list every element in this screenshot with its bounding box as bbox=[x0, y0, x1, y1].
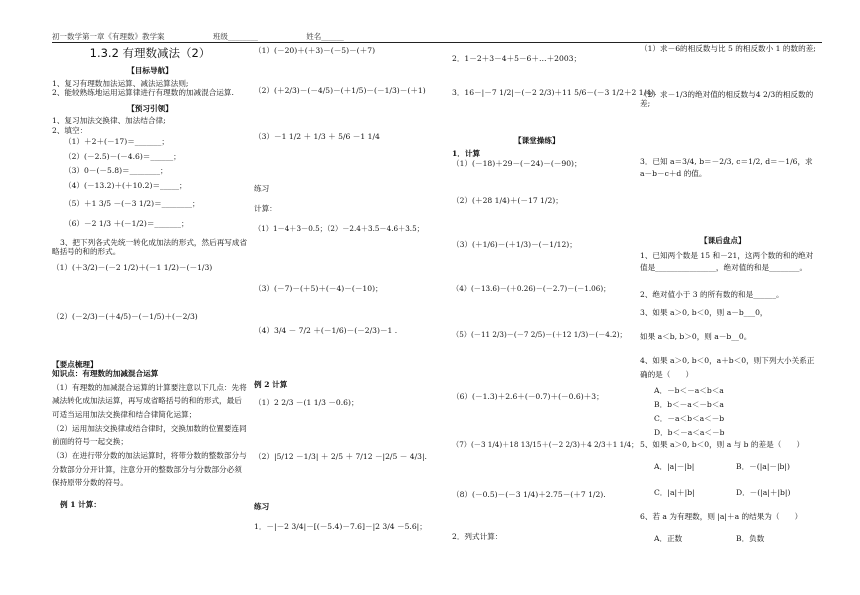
c2-practice: 练习 bbox=[254, 184, 270, 193]
preview-1: 1、复习加法交换律、加法结合律; bbox=[52, 116, 166, 126]
fill-1: （1）＋2＋(－17)＝_______； bbox=[64, 137, 169, 147]
c4-s4c: C．－a＜b＜a＜－b bbox=[654, 414, 725, 423]
example-1: 例 1 计算： bbox=[60, 499, 101, 509]
c2-p3: （3）(－7)－(＋5)＋(－4)－(－10)； bbox=[254, 284, 383, 293]
c3-q6: （6）(－1.3)＋2.6＋(－0.7)＋(－0.6)＋3； bbox=[452, 392, 604, 401]
fill-4: （4）(－13.2)＋(＋10.2)＝_____； bbox=[64, 180, 187, 190]
column-4 bbox=[640, 44, 820, 584]
c2-e2: （2）(＋2/3)－(－4/5)－(＋1/5)－(－1/3)－(＋1) bbox=[254, 86, 426, 95]
c4-s6: 6、若 a 为有理数，则 |a|＋a 的结果为（ ） bbox=[640, 512, 803, 521]
c4-s2: 2、绝对值小于 3 的所有数的和是______。 bbox=[640, 290, 784, 299]
c2-e1: （1）(－20)＋(＋3)－(－5)－(＋7) bbox=[254, 46, 376, 55]
c2-example2: 例 2 计算 bbox=[254, 380, 288, 389]
c3-a2: 2．1－2＋3－4＋5－6＋…＋2003； bbox=[452, 54, 582, 63]
fill-5: （5）＋1 3/5 －(－3 1/2)＝________； bbox=[64, 198, 200, 208]
c4-s5c: C．|a|＋|b| bbox=[654, 488, 695, 497]
key-heading: 【要点梳理】 bbox=[52, 359, 98, 369]
column-1 bbox=[52, 44, 248, 584]
name-field: 姓名______ bbox=[306, 32, 344, 41]
c3-q7: （7）(－3 1/4)＋18 13/15＋(－2 2/3)＋4 2/3＋1 1/4； bbox=[452, 440, 639, 449]
kp-2: （2）运用加法交换律或结合律时，交换加数的位置要连同前面的符号一起交换； bbox=[52, 423, 247, 447]
c3-q3: （3）(＋1/6)－(＋1/3)－(－1/12)； bbox=[452, 240, 577, 249]
goal-heading: 【目标导航】 bbox=[127, 66, 173, 76]
preview-3: 3、把下列各式先统一转化成加法的形式，然后再写成省略括号的和的形式。 bbox=[52, 237, 248, 257]
goal-1: 1、复习有理数加法运算、减法运算法则; bbox=[52, 78, 189, 88]
exercise-2: （2）(－2/3)－(＋4/5)－(－1/5)＋(－2/3) bbox=[52, 312, 198, 322]
c2-x1: （1）2 2/3 －(1 1/3 －0.6)； bbox=[254, 398, 359, 407]
c2-e3: （3）－1 1/2 ＋ 1/3 ＋ 5/6 －1 1/4 bbox=[254, 132, 380, 141]
lesson-title: 1.3.2 有理数减法（2） bbox=[89, 46, 211, 60]
c2-calc: 计算： bbox=[254, 204, 277, 213]
kp-title: 知识点：有理数的加减混合运算 bbox=[52, 369, 159, 379]
c4-r3: 3．已知 a＝3/4, b＝－2/3, c＝1/2, d＝－1/6，求 a－b－c＋d 的值。 bbox=[640, 157, 813, 179]
c3-q8: （8）(－0.5)－(－3 1/4)＋2.75－(＋7 1/2). bbox=[452, 490, 606, 499]
c4-s5: 5、如果 a＞0, b＜0，则 a 与 b 的差是（ ） bbox=[640, 440, 805, 449]
preview-2: 2、填空： bbox=[52, 125, 88, 135]
page-header bbox=[52, 31, 390, 42]
class-field: 班级________ bbox=[212, 32, 258, 41]
c4-s4a: A．－b＜－a＜b＜a bbox=[654, 386, 724, 395]
c3-q1: （1）(－18)＋29－(－24)－(－90)； bbox=[452, 159, 582, 168]
c4-s4b: B．b＜－a＜－b＜a bbox=[654, 400, 724, 409]
c3-q4: （4）(－13.6)－(＋0.26)－(－2.7)－(－1.06)； bbox=[452, 284, 611, 293]
fill-2: （2）(－2.5)－(－4.6)＝______； bbox=[64, 151, 181, 161]
after-heading: 【课后盘点】 bbox=[700, 236, 746, 245]
preview-heading: 【预习引领】 bbox=[127, 103, 173, 113]
c4-s5b: B．－(|a|－|b|) bbox=[736, 462, 790, 471]
c2-p1: （1）1－4＋3－0.5；（2）－2.4＋3.5－4.6＋3.5； bbox=[254, 224, 424, 233]
c3-q5: （5）(－11 2/3)－(－7 2/5)－(＋12 1/3)－(－4.2)； bbox=[452, 330, 627, 339]
c4-s3b: 如果 a＜b, b＞0，则 a－b__0。 bbox=[640, 332, 752, 341]
class-heading: 【课堂操练】 bbox=[514, 136, 560, 145]
c4-s6b: B．负数 bbox=[736, 534, 765, 543]
kp-3: （3）在进行带分数的加法运算时，将带分数的整数部分与分数部分分开计算，注意分开的整数部分与分数部分必须保持原带分数的符号。 bbox=[52, 451, 247, 488]
c2-practice2: 练习 bbox=[254, 502, 270, 511]
c3-a3: 3．16－|－7 1/2|－(－2 2/3)＋11 5/6－(－3 1/2＋2 1/4). bbox=[452, 88, 657, 97]
c4-s1: 1、已知两个数是 15 和－21，这两个数的和的绝对值是________________，绝对值的和是________。 bbox=[640, 251, 814, 273]
c4-s3: 3、如果 a＞0, b＜0，则 a－b___0， bbox=[640, 308, 768, 317]
course-title: 初一数学第一章《有理数》教学案 bbox=[52, 32, 165, 41]
column-2 bbox=[254, 44, 450, 584]
c2-y1: 1．－|－2 3/4|－[(－5.4)－7.6]－|2 3/4 －5.6|； bbox=[254, 522, 427, 531]
c4-s4d: D．b＜－a＜a＜－b bbox=[654, 428, 725, 437]
fill-3: （3）0－(－5.8)＝________； bbox=[64, 166, 168, 176]
c3-list: 2．列式计算： bbox=[452, 532, 503, 541]
c4-s5d: D．－(|a|＋|b|) bbox=[736, 488, 791, 497]
calc-heading: 1．计算 bbox=[452, 149, 481, 158]
fill-6: （6）－2 1/3 ＋(－1/2)＝_______； bbox=[64, 219, 189, 229]
c2-p4: （4）3/4 － 7/2 ＋(－1/6)－(－2/3)－1 . bbox=[254, 326, 398, 335]
kp-1: （1）有理数的加减混合运算的计算要注意以下几点：先将减法转化成加法运算，再写成省略括号的和的形式，最后可适当运用加法交换律和结合律简化运算； bbox=[52, 382, 247, 420]
goal-2: 2、能较熟练地运用运算律进行有理数的加减混合运算. bbox=[52, 88, 234, 98]
c4-r1: （1）求－6的相反数与比 5 的相反数小 1 的数的差; bbox=[640, 44, 816, 53]
c4-r2: （2）求－1/3的绝对值的相反数与4 2/3的相反数的差; bbox=[640, 90, 814, 109]
column-3 bbox=[452, 44, 657, 584]
c4-s6a: A．正数 bbox=[654, 534, 683, 543]
c2-x2: （2）|5/12 －1/3| ＋ 2/5 ＋ 7/12 －|2/5 － 4/3|. bbox=[254, 452, 427, 461]
c4-s5a: A．|a|－|b| bbox=[654, 462, 695, 471]
header-rule bbox=[52, 42, 822, 43]
c4-s4: 4、如果 a＞0, b＜0，a＋b＜0，则下列大小关系正确的是（ ） bbox=[640, 356, 815, 380]
exercise-1: （1）(＋3/2)－(－2 1/2)＋(－1 1/2)－(－1/3) bbox=[52, 262, 213, 272]
c3-q2: （2）(＋28 1/4)＋(－17 1/2)； bbox=[452, 196, 563, 205]
